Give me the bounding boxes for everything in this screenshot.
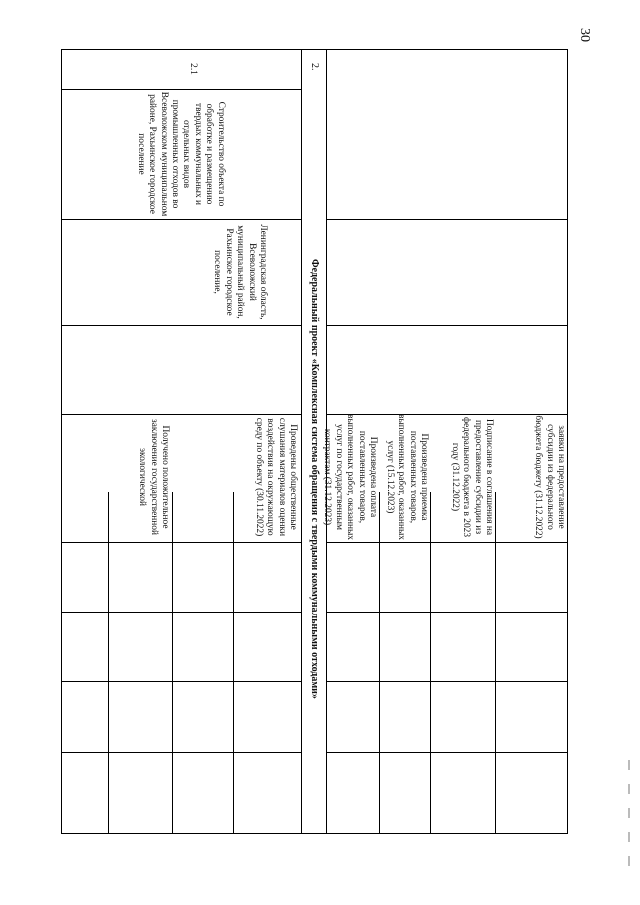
col-line (61, 681, 301, 682)
scan-edge-marks (628, 760, 630, 900)
row-number: 2.1 (188, 63, 198, 75)
section-number: 2. (309, 63, 320, 71)
row-line (430, 492, 431, 834)
col-line (61, 325, 301, 326)
table-border-right (61, 833, 568, 834)
col-line (326, 681, 568, 682)
page-number: 30 (577, 28, 592, 42)
section-title: Федеральный проект «Комплексная система обращения с твердыми коммунальными отходами» (309, 259, 320, 699)
section-line-bottom (301, 49, 302, 834)
object-name-cell (65, 91, 295, 217)
rotated-table (58, 49, 568, 834)
event-cell: Проведены общественные слушания материалов оценки воздействия на окружающую среду по объекту (30.11.2022) (253, 417, 298, 537)
location-cell: Ленинградская область, Всеволожский муниципальный район, Рахьинское городское поселение, (212, 224, 268, 320)
col-line (61, 219, 301, 220)
col-line-number (61, 89, 301, 90)
col-line (326, 612, 568, 613)
col-line (326, 542, 568, 543)
row-line (172, 492, 173, 834)
object-name: Строительство объекта по обработке и размещению твердых коммунальных и отдельных видов промышленных отходов во Всеволожском муниципальном районе, Рахьинское городское поселение (135, 91, 226, 217)
row-line (108, 492, 109, 834)
event-cell: Произведена приемка поставленных товаров, выполненных работ, оказанных услуг (15.12.2023) (384, 414, 429, 540)
table-border-top (567, 49, 568, 834)
event-cell: Получено положительное заключение государственной экологической (137, 419, 170, 535)
row-line (379, 492, 380, 834)
col-line (326, 219, 568, 220)
col-line (326, 752, 568, 753)
row-line (495, 492, 496, 834)
col-line (326, 325, 568, 326)
row-line (233, 492, 234, 834)
col-line (61, 752, 301, 753)
col-line (61, 612, 301, 613)
event-cell: Произведена оплата поставленных товаров, выполненных работ, оказанных услуг по государственным контрактам (31.12.2023) (322, 414, 378, 540)
event-cell: заявки на предоставление субсидии из федерального бюджета бюджету (31.12.2022) (533, 415, 566, 539)
table-border-bottom (61, 49, 62, 834)
event-cell: Подписание в соглашения на предоставление субсидии из федерального бюджета в 2023 году (31.12.2022) (449, 416, 494, 538)
col-line (61, 542, 301, 543)
table-border-left (61, 49, 568, 50)
